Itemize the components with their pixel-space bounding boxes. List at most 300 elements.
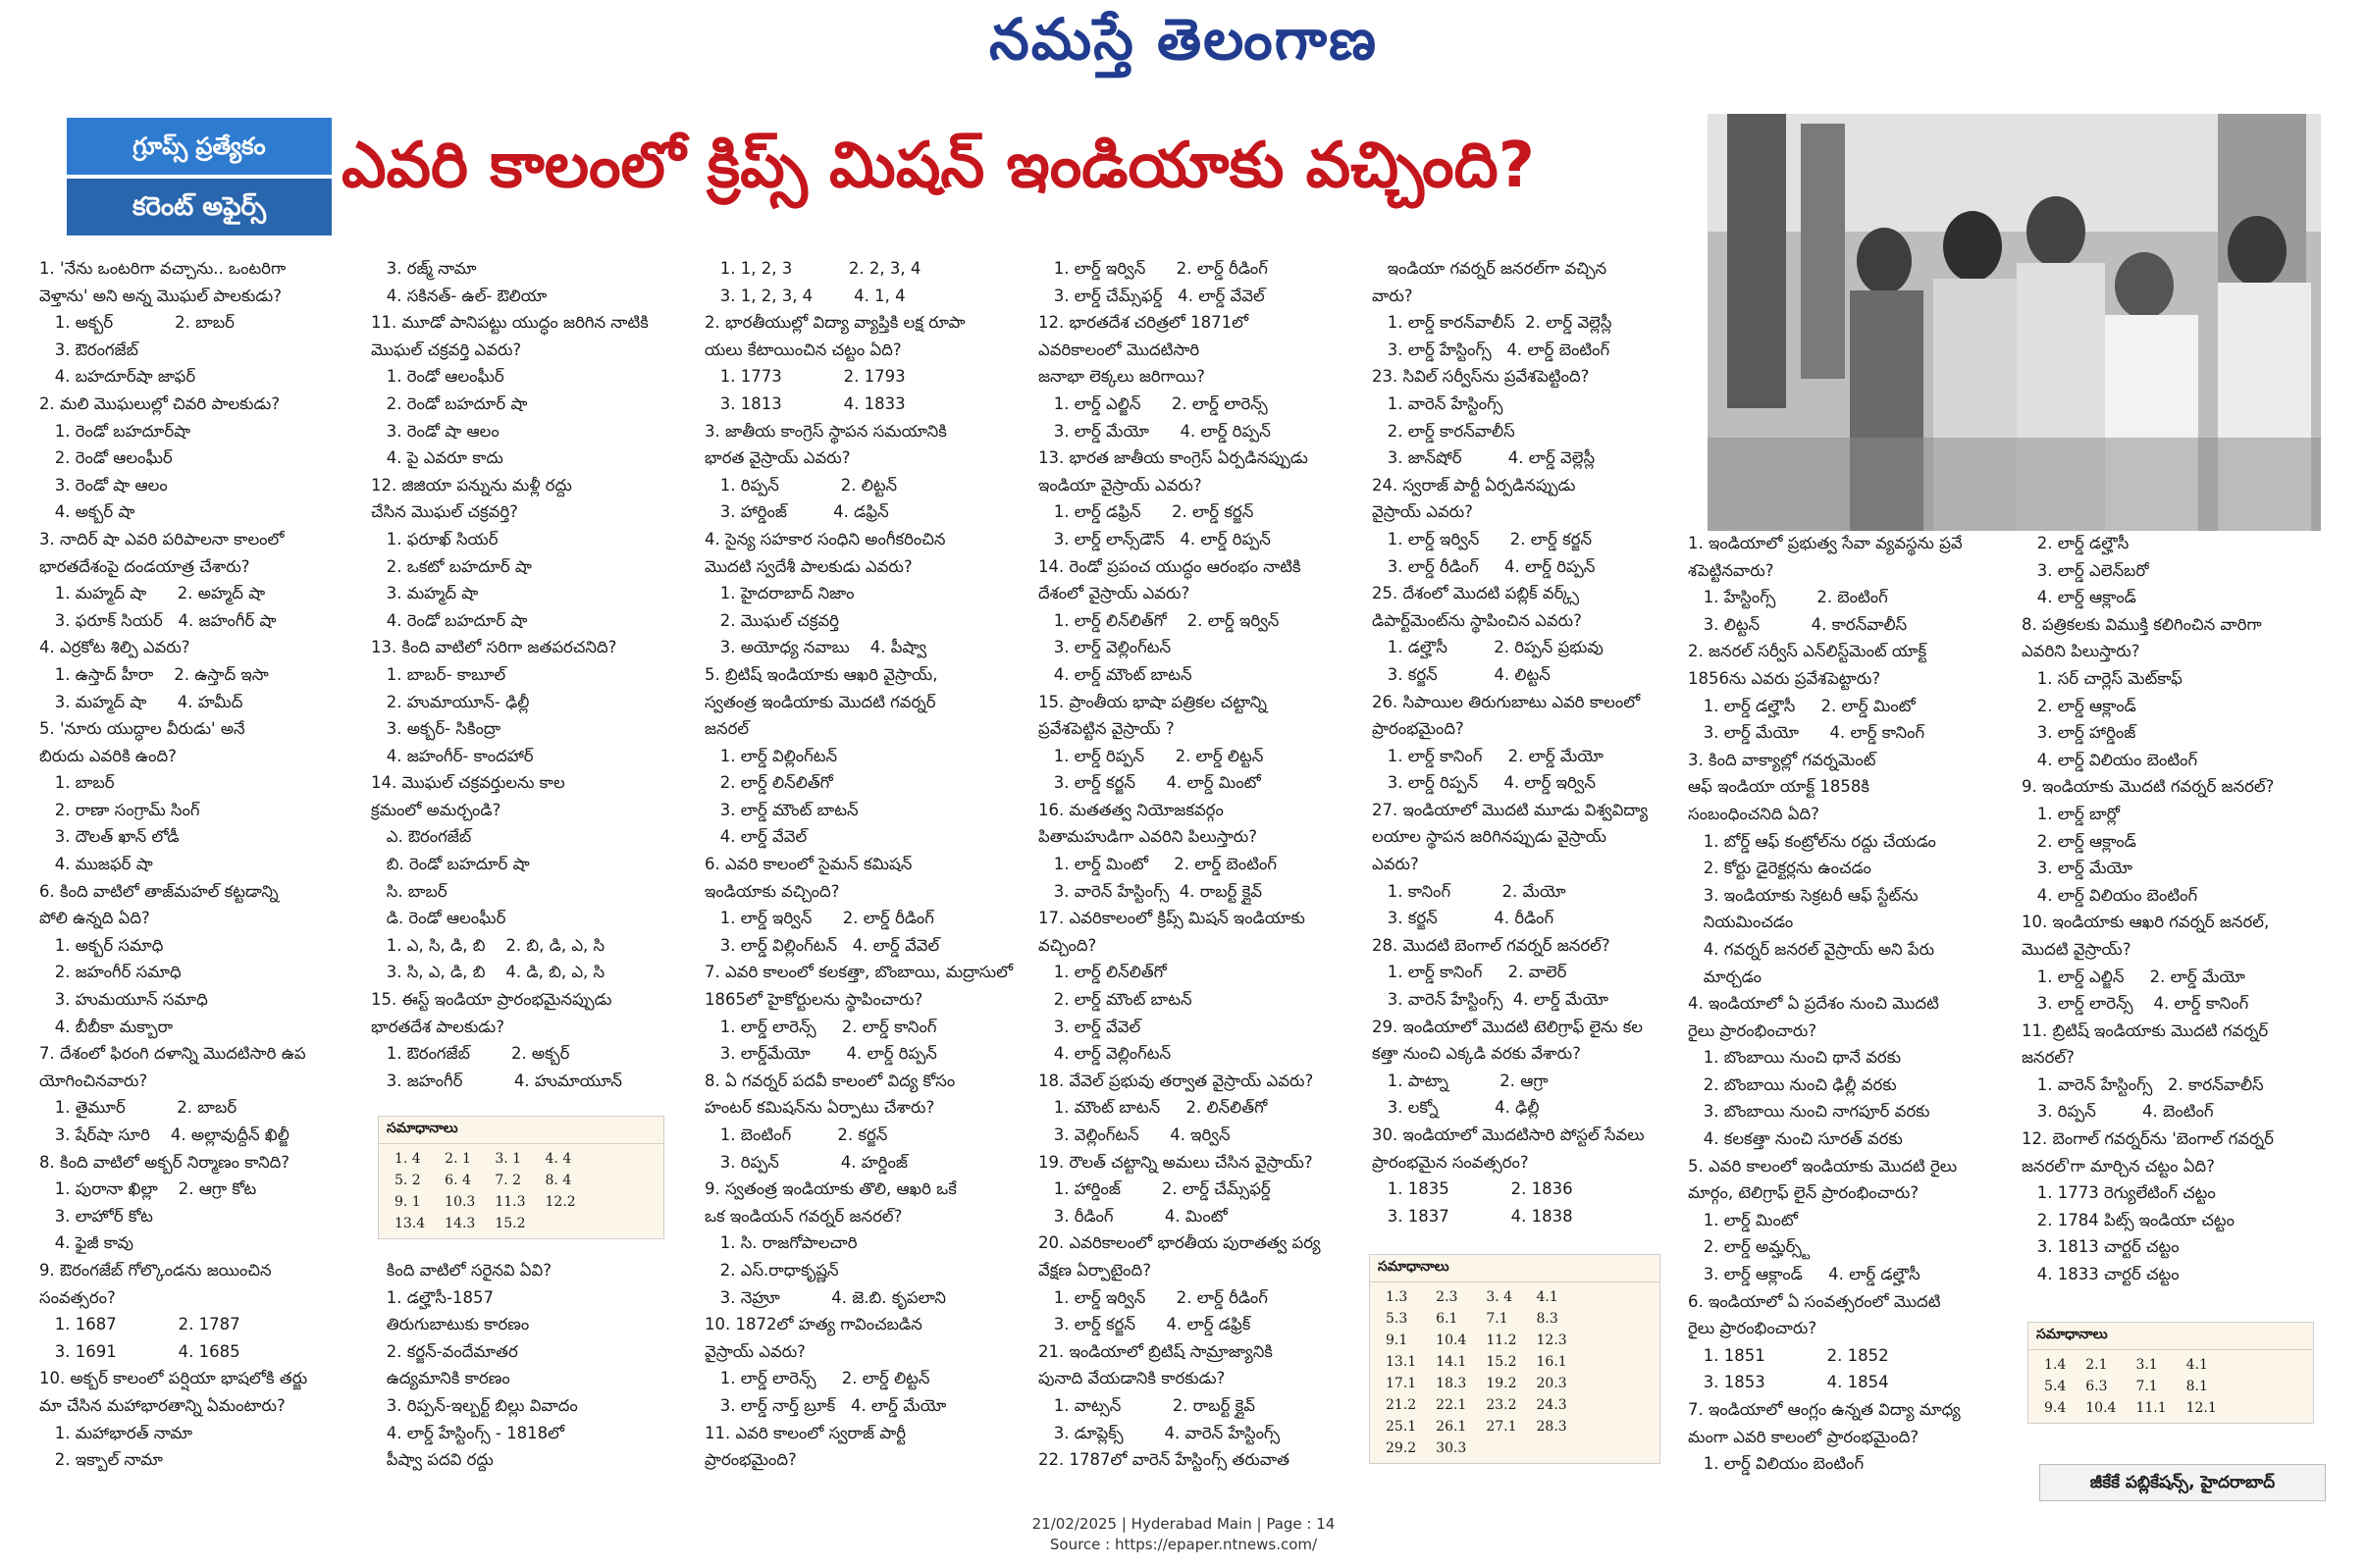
question-line: 1. రిప్పన్ 2. లిట్టన్ [705,475,898,495]
question-line: 1. హేస్టింగ్స్ 2. బెంటింగ్ [1688,588,1888,607]
question-line: ప్రారంభమైన సంవత్సరం? [1372,1152,1529,1172]
answer-cell: 8.1 [2185,1379,2208,1394]
answer-cell: 9. 1 [394,1194,421,1210]
question-line: 3. మహ్మద్ షా [371,584,479,603]
answer-cell: 15.2 [1486,1354,1517,1370]
answer-cell: 28.3 [1536,1419,1567,1435]
answer-cell: 5. 2 [394,1173,421,1188]
question-line: 1. హైదరాబాద్ నిజాం [705,584,855,603]
question-line: డిపార్ట్‌మెంట్‌ను స్థాపించిన ఎవరు? [1372,610,1582,630]
question-line: 24. స్వరాజ్ పార్టీ ఏర్పడినప్పుడు [1372,475,1576,495]
question-line: 4. బీబీకా మక్బారా [39,1017,174,1036]
question-line: వెళ్తాను' అని అన్న మొఘల్ పాలకుడు? [39,286,282,305]
question-line: 1. బాబర్ [39,773,115,793]
question-line: 3. లార్డ్ రిప్పన్ 4. లార్డ్ ఇర్విన్ [1372,773,1596,793]
question-line: 27. ఇండియాలో మొదటి మూడు విశ్వవిద్యా [1372,800,1649,819]
question-line: 3. డూప్లెక్స్ 4. వారెన్ హేస్టింగ్స్ [1038,1423,1281,1442]
question-line: వారు? [1372,286,1413,305]
question-line: 1. హార్డింజ్ 2. లార్డ్ చేమ్స్‌ఫర్డ్ [1038,1179,1271,1199]
question-line: 9. ఔరంగజేబ్ గోల్కొండను జయించిన [39,1260,272,1280]
question-line: వైస్రాయ్ ఎవరు? [1372,502,1473,522]
answer-cell: 12.3 [1536,1333,1567,1348]
question-line: 2. జనరల్ సర్వీస్ ఎన్‌లిస్ట్‌మెంట్ యాక్ట్ [1688,642,1927,661]
question-line: 2. బొంబాయి నుంచి ఢిల్లీ వరకు [1688,1074,1897,1094]
question-line: భారతదేశంపై దండయాత్ర చేశారు? [39,556,250,576]
question-line: 1. లార్డ్ ఇర్విన్ 2. లార్డ్ కర్జన్ [1372,529,1593,549]
answer-cell: 4. 4 [545,1151,572,1167]
question-line: భారత వైస్రాయ్ ఎవరు? [705,448,851,468]
question-line: 3. బొంబాయి నుంచి నాగపూర్ వరకు [1688,1102,1930,1122]
question-line: 2. లార్డ్ మౌంట్ బాటన్ [1038,990,1192,1010]
headline: ఎవరి కాలంలో క్రిప్స్ మిషన్ ఇండియాకు వచ్చింది? [342,130,1535,202]
question-line: 2. రాణా సంగ్రామ్ సింగ్ [39,800,200,819]
question-line: 1. వాట్సన్ 2. రాబర్ట్ క్లైవ్ [1038,1395,1255,1415]
answer-row [1376,1437,1577,1459]
question-line: ప్రారంభమైంది? [1372,719,1464,739]
question-line: మార్గం, టెలిగ్రాఫ్ లైన్ ప్రారంభించారు? [1688,1183,1920,1203]
question-line: 1. మౌంట్ బాటన్ 2. లిన్‌లిత్‌గో [1038,1098,1268,1118]
question-line: 2. లార్డ్ లిన్‌లిత్‌గో [705,773,833,793]
question-line: 15. ప్రాంతీయ భాషా పత్రికల చట్టాన్ని [1038,692,1267,711]
question-line: 1. 'నేను ఒంటరిగా వచ్చాను.. ఒంటరిగా [39,259,287,278]
question-line: దేశంలో వైస్రాయ్ ఎవరు? [1038,584,1190,603]
question-line: రైలు ప్రారంభించారు? [1688,1319,1817,1338]
answer-cell: 6.1 [1436,1311,1458,1327]
question-line: 4. లార్డ్ హేస్టింగ్స్ - 1818లో [371,1423,565,1442]
question-line: మార్చడం [1688,967,1762,986]
question-line: 3. లార్డ్ వెల్లింగ్‌టన్ [1038,638,1172,657]
question-line: ప్రవేశపెట్టిన వైస్రాయ్ ? [1038,719,1175,739]
question-line: 25. దేశంలో మొదటి పబ్లిక్ వర్క్స్ [1372,584,1580,603]
question-line: 3. హార్డింజ్ 4. డఫ్రిన్ [705,502,889,522]
question-line: 4. ఇండియాలో ఏ ప్రదేశం నుంచి మొదటి [1688,994,1939,1014]
answer-cell: 15.2 [495,1216,526,1231]
question-line: 1. డల్హౌసీ 2. రిప్పన్ ప్రభువు [1372,638,1604,657]
question-line: 2. లార్డ్ డల్హౌసీ [2022,534,2130,552]
question-line: 3. లక్నో 4. ఢిల్లీ [1372,1098,1540,1118]
question-line: 3. ఇండియాకు సెక్రటరీ ఆఫ్ స్టేట్‌ను [1688,885,1919,905]
question-line: మంగా ఎవరి కాలంలో ప్రారంభమైంది? [1688,1427,1920,1446]
answer-row [1376,1394,1577,1416]
answer-box-title: సమాధానాలు [1370,1255,1659,1282]
answer-cell: 29.2 [1386,1440,1417,1456]
question-line: జనరల్'గా మార్చిన చట్టం ఏది? [2022,1156,2215,1176]
question-line: 3. లార్డ్ హేస్టింగ్స్ 4. లార్డ్ బెంటింగ్ [1372,340,1610,359]
question-line: 8. ఏ గవర్నర్ పదవీ కాలంలో విద్య కోసం [705,1071,956,1090]
question-line: 2. కర్జన్-వందేమాతర [371,1341,518,1361]
question-line: 1. బొంబాయి నుంచి థానే వరకు [1688,1048,1902,1068]
answer-cell: 6. 4 [445,1173,471,1188]
answer-cell: 7.1 [1486,1311,1508,1327]
question-line: 4. ఫైజీ కావు [39,1233,134,1253]
answer-cell [536,1213,586,1234]
answer-cell: 21.2 [1386,1397,1417,1413]
question-line: 3. షేర్‌షా సూరి 4. అల్లావుద్దీన్ ఖిల్జీ [39,1125,289,1144]
question-line: 23. సివిల్ సర్వీస్‌ను ప్రవేశపెట్టింది? [1372,367,1590,387]
answer-cell: 10.4 [1436,1333,1467,1348]
question-line: 3. లార్డ్ కర్జన్ 4. లార్డ్ డఫ్రిక్ [1038,1315,1251,1334]
question-line: 12. భారతదేశ చరిత్రలో 1871లో [1038,313,1249,333]
answer-cell: 7. 2 [495,1173,522,1188]
question-line: పితామహుడిగా ఎవరిని పిలుస్తారు? [1038,827,1258,847]
answer-box-2 [1369,1254,1660,1464]
question-line: 3. లార్డ్ విల్లింగ్‌టన్ 4. లార్డ్ వేవెల్ [705,935,940,955]
question-line: 4. ఎర్రకోట శిల్పి ఎవరు? [39,638,190,657]
question-line: 1. 1, 2, 3 2. 2, 3, 4 [705,259,921,278]
question-line: 4. లార్డ్ మౌంట్ బాటన్ [1038,664,1192,684]
answer-box-1 [378,1116,664,1239]
question-line: 9. స్వతంత్ర ఇండియాకు తొలి, ఆఖరి ఒకే [705,1179,957,1199]
question-line: 3. నెహ్రూ 4. జె.బి. కృపలాని [705,1287,947,1307]
answer-cell: 10.4 [2085,1400,2117,1416]
answer-cell: 12.2 [545,1194,576,1210]
question-line: 4. లార్డ్ వెల్లింగ్‌టన్ [1038,1044,1172,1064]
answer-cell: 18.3 [1436,1376,1467,1391]
answer-row [1376,1286,1577,1308]
answer-cell: 27.1 [1486,1419,1517,1435]
answer-row [2034,1354,2227,1376]
question-line: 1. పురానా ఖిల్లా 2. ఆగ్రా కోట [39,1179,257,1199]
question-line: మొదటి స్వదేశీ పాలకుడు ఎవరు? [705,556,913,576]
question-line: 1. లార్డ్ రిప్పన్ 2. లార్డ్ లిట్టన్ [1038,746,1264,765]
question-line: 3. 1813 చార్టర్ చట్టం [2022,1237,2180,1257]
publisher-credit: జీకేకే పబ్లికేషన్స్, హైదరాబాద్ [2039,1464,2326,1501]
answer-cell: 1.3 [1386,1289,1408,1305]
answer-cell: 2. 1 [445,1151,471,1167]
question-line: ఇండియా గవర్నర్ జనరల్‌గా వచ్చిన [1372,259,1607,278]
answer-cell: 8. 4 [545,1173,572,1188]
question-line: 1. లార్డ్ మింటో [1688,1210,1798,1229]
answer-cell: 11.2 [1486,1333,1517,1348]
question-line: పునాది వేయడానికి కారకుడు? [1038,1369,1226,1388]
question-line: జనరల్ [705,719,750,739]
answer-row [385,1148,586,1170]
question-line: ఎవరిని పిలుస్తారు? [2022,642,2140,661]
historical-photo [1708,114,2321,531]
question-line: 17. ఎవరికాలంలో క్రిప్స్ మిషన్ ఇండియాకు [1038,909,1305,928]
question-line: 7. దేశంలో ఫిరంగి దళాన్ని మొదటిసారి ఉప [39,1044,306,1064]
question-line: పీష్వా పదవి రద్దు [371,1450,494,1470]
question-line: ఎ. ఔరంగజేబ్ [371,827,472,847]
question-column-6 [1688,530,2026,1478]
question-line: 4. లార్డ్ విలియం బెంటింగ్ [2022,885,2198,905]
question-line: 2. రెండో ఆలంఘీర్ [39,448,173,468]
question-line: 3. లార్డ్ మేయో [2022,859,2132,878]
question-line: ఇండియాకు వచ్చింది? [705,881,840,901]
question-line: 3. దౌలత్ ఖాన్ లోడీ [39,827,180,847]
question-line: స్వతంత్ర ఇండియాకు మొదటి గవర్నర్ [705,692,936,711]
question-line: ఒక ఇండియన్ గవర్నర్ జనరల్? [705,1206,903,1226]
question-line: సంవత్సరం? [39,1287,116,1307]
question-line: 1. మహ్మద్ షా 2. అహ్మద్ షా [39,584,266,603]
answer-cell: 4.1 [2185,1357,2208,1373]
answer-cell: 3. 1 [495,1151,522,1167]
question-line: 1865లో హైకోర్టులను స్థాపించారు? [705,990,923,1010]
question-line: ఇండియా వైస్రాయ్ ఎవరు? [1038,475,1202,495]
answer-row [385,1213,586,1234]
question-line: 4. లార్డ్ వేవెల్ [705,827,808,847]
question-line: 10. అక్బర్ కాలంలో పర్షియా భాషలోకి తర్జు [39,1369,308,1388]
answer-table [1376,1286,1577,1459]
question-line: కింది వాటిలో సరైనవి ఏవి? [371,1260,552,1280]
question-line: భారతదేశ పాలకుడు? [371,1017,504,1036]
question-line: 6. ఇండియాలో ఏ సంవత్సరంలో మొదటి [1688,1291,1941,1311]
question-line: 4. సకినత్‌- ఉల్‌- ఔలియా [371,286,548,305]
question-line: 1. లార్డ్ డల్హౌసీ 2. లార్డ్ మింటో [1688,696,1916,715]
answer-box-title: సమాధానాలు [379,1117,663,1144]
question-line: 16. మతతత్వ నియోజకవర్గం [1038,800,1224,819]
question-line: 4. లార్డ్ ఆక్లాండ్ [2022,588,2136,607]
question-line: 1. పాట్నా 2. ఆగ్రా [1372,1071,1549,1090]
answer-row [1376,1308,1577,1330]
question-column-5 [1372,255,1701,1229]
answer-row [1376,1351,1577,1373]
question-line: జనాభా లెక్కలు జరిగాయి? [1038,367,1205,387]
answer-cell: 13.1 [1386,1354,1417,1370]
question-line: 4. జహంగీర్- కాందహార్ [371,746,534,765]
question-line: 3. సి, ఎ, డి, బి 4. డి, బి, ఎ, సి [371,963,605,982]
question-line: చేసిన మొఘల్ చక్రవర్తి? [371,502,518,522]
question-line: 3. జహంగీర్ 4. హుమాయూన్ [371,1071,623,1090]
answer-row [385,1191,586,1213]
question-line: 2. రెండో బహదూర్ షా [371,393,528,413]
question-line: 3. రీడింగ్ 4. మింటో [1038,1206,1228,1226]
question-line: 15. ఈస్ట్ ఇండియా ప్రారంభమైనప్పుడు [371,990,612,1010]
answer-cell: 4.1 [1536,1289,1558,1305]
question-line: 1. లార్డ్ మింటో 2. లార్డ్ బెంటింగ్ [1038,855,1277,874]
question-line: 2. లార్డ్ ఆక్లాండ్ [2022,831,2136,851]
question-line: 1. లార్డ్ విలియం బెంటింగ్ [1688,1454,1865,1474]
question-line: 3. లార్డ్ కర్జన్ 4. లార్డ్ మింటో [1038,773,1261,793]
question-line: 3. 1837 4. 1838 [1372,1206,1573,1226]
question-line: 1. 1773 2. 1793 [705,367,906,387]
question-line: 2. భారతీయుల్లో విద్యా వ్యాప్తికి లక్ష రూపా [705,313,966,333]
question-line: మా చేసిన మహాభారతాన్ని ఏమంటారు? [39,1395,286,1415]
question-line: 10. ఇండియాకు ఆఖరి గవర్నర్ జనరల్, [2022,913,2270,932]
question-line: 19. రౌలత్ చట్టాన్ని అమలు చేసిన వైస్రాయ్? [1038,1152,1313,1172]
question-line: 1. మహాభారత్ నామా [39,1423,193,1442]
question-line: 2. కోర్టు డైరెక్టర్లను ఉంచడం [1688,859,1871,878]
question-line: 5. 'నూరు యుద్ధాల వీరుడు' అనే [39,719,245,739]
answer-table [2034,1354,2227,1419]
answer-cell: 16.1 [1536,1354,1567,1370]
section-badge: గ్రూప్స్ ప్రత్యేకం [67,118,332,175]
question-line: 1. లార్డ్ లారెన్స్ 2. లార్డ్ లిట్టన్ [705,1369,930,1388]
question-line: 1. వారెన్ హేస్టింగ్స్ [1372,393,1503,413]
question-line: 1. లార్డ్ బార్లో [2022,804,2120,823]
answer-cell: 25.1 [1386,1419,1417,1435]
question-line: మొదటి వైస్రాయ్? [2022,939,2131,959]
question-line: 3. లార్డ్ చేమ్స్‌ఫర్డ్ 4. లార్డ్ వేవెల్ [1038,286,1265,305]
question-line: 3. 1691 4. 1685 [39,1341,240,1361]
question-line: 29. ఇండియాలో మొదటి టెలిగ్రాఫ్ లైను కల [1372,1017,1644,1036]
question-line: 3. నాదిర్ షా ఎవరి పరిపాలనా కాలంలో [39,529,285,549]
question-line: 1. 1835 2. 1836 [1372,1179,1573,1199]
question-line: 1. లార్డ్ ఇర్విన్ 2. లార్డ్ రీడింగ్ [1038,259,1268,278]
question-line: 3. రెండో షా ఆలం [39,475,168,495]
question-line: 3. రెండో షా ఆలం [371,421,500,441]
answer-cell: 7.1 [2135,1379,2158,1394]
answer-cell: 5.4 [2044,1379,2067,1394]
question-line: 21. ఇండియాలో బ్రిటిష్ సామ్రాజ్యానికి [1038,1341,1273,1361]
question-line: 7. ఇండియాలో ఆంగ్లం ఉన్నత విద్యా మాధ్య [1688,1400,1961,1419]
question-line: 3. 1853 4. 1854 [1688,1373,1889,1392]
question-line: యోగించినవారు? [39,1071,148,1090]
question-line: ఎవరు? [1372,855,1419,874]
question-line: 2. హుమాయూన్- ఢిల్లీ [371,692,530,711]
footer-date-page: 21/02/2025 | Hyderabad Main | Page : 14 [1031,1515,1336,1533]
question-line: 3. లాహోర్ కోట [39,1206,153,1226]
question-line: 1. లార్డ్ డఫ్రిన్ 2. లార్డ్ కర్జన్ [1038,502,1254,522]
answer-cell: 13.4 [394,1216,426,1231]
answer-cell: 14.1 [1436,1354,1467,1370]
question-line: 4. సైన్య సహకార సంధిని అంగీకరించిన [705,529,946,549]
question-line: హంటర్ కమిషన్‌ను ఏర్పాటు చేశారు? [705,1098,935,1118]
question-line: 13. కింది వాటిలో సరిగా జతపరచనిది? [371,638,617,657]
question-line: 3. రిప్పన్ 4. హర్డింజ్ [705,1152,908,1172]
question-line: 30. ఇండియాలో మొదటిసారి పోస్టల్ సేవలు [1372,1125,1645,1144]
category-badge: కరెంట్ అఫైర్స్ [67,179,332,235]
question-line: 2. ఒకటో బహదూర్ షా [371,556,532,576]
question-line: 1. 1773 రెగ్యులేటింగ్ చట్టం [2022,1183,2216,1203]
question-line: ఎవరికాలంలో మొదటిసారి [1038,340,1200,359]
question-line: 3. 1813 4. 1833 [705,393,906,413]
question-line: 3. లార్డ్ మౌంట్ బాటన్ [705,800,859,819]
question-line: జనరల్? [2022,1048,2075,1068]
question-line: 1. 1851 2. 1852 [1688,1345,1889,1365]
answer-cell: 30.3 [1436,1440,1467,1456]
question-line: 2. ఇక్బాల్ నామా [39,1450,163,1470]
answer-row [2034,1376,2227,1397]
page-footer [0,1514,2367,1555]
answer-cell: 9.4 [2044,1400,2067,1416]
question-line: 1. సి. రాజగోపాలచారి [705,1233,858,1253]
question-line: వచ్చింది? [1038,935,1097,955]
question-line: వేక్షణ ఏర్పాటైంది? [1038,1260,1151,1280]
question-line: 2. లార్డ్ కారన్‌వాలీస్ [1372,421,1515,441]
question-line: 1. రెండో బహదూర్‌షా [39,421,191,441]
question-line: బి. రెండో బహదూర్ షా [371,855,530,874]
question-column-3 [705,255,1033,1474]
question-line: 4. బహదూర్‌షా జాఫర్ [39,367,196,387]
question-column-1 [39,255,363,1474]
question-line: 1. లార్డ్ ఎల్జిన్ 2. లార్డ్ మేయో [2022,967,2245,986]
question-line: 4. రెండో బహదూర్ షా [371,610,528,630]
question-line: 3. వారెన్ హేస్టింగ్స్ 4. రాబర్ట్ క్లైవ్ [1038,881,1262,901]
answer-cell: 24.3 [1536,1397,1567,1413]
answer-cell: 11.1 [2135,1400,2167,1416]
question-line: 2. లార్డ్ ఆక్లాండ్ [2022,696,2136,715]
question-line: 3. రజ్మ్ నామా [371,259,477,278]
question-line: 3. లార్డ్ లాన్స్‌డౌన్ 4. లార్డ్ రిప్పన్ [1038,529,1271,549]
question-line: 1. లార్డ్ లిన్‌లిత్‌గో 2. లార్డ్ ఇర్విన్ [1038,610,1280,630]
footer-source-link[interactable]: Source : https://epaper.ntnews.com/ [1049,1536,1318,1553]
question-line: 3. కర్జన్ 4. లిట్టన్ [1372,664,1551,684]
answer-cell: 1.4 [2044,1357,2067,1373]
question-line: 1. రెండో ఆలంఘీర్ [371,367,504,387]
question-line: 14. మొఘల్ చక్రవర్తులను కాల [371,773,565,793]
question-line: 1. లార్డ్ ఇర్విన్ 2. లార్డ్ రీడింగ్ [705,909,934,928]
question-line: 3. లార్డ్ నార్త్ బ్రూక్ 4. లార్డ్ మేయో [705,1395,947,1415]
question-line: 3. అయోధ్య నవాబు 4. పీష్వా [705,638,926,657]
question-line: రైలు ప్రారంభించారు? [1688,1020,1817,1040]
question-line: 4. అక్బర్ షా [39,502,135,522]
question-line: నియమించడం [1688,913,1794,932]
answer-cell: 19.2 [1486,1376,1517,1391]
answer-cell [1476,1437,1526,1459]
question-line: 1. బాబర్- కాబూల్ [371,664,506,684]
answer-cell: 12.1 [2185,1400,2217,1416]
question-line: 1. ఉస్తాద్ హీరా 2. ఉస్తాద్ ఇసా [39,664,269,684]
answer-cell: 5.3 [1386,1311,1408,1327]
question-line: 22. 1787లో వారెన్ హేస్టింగ్స్ తరువాత [1038,1450,1289,1470]
question-line: పోలి ఉన్నది ఏది? [39,909,150,928]
question-line: 1. 1687 2. 1787 [39,1315,240,1334]
answer-cell: 1. 4 [394,1151,421,1167]
question-line: 1. అక్బర్ 2. బాబర్ [39,313,235,333]
question-line: 1. లార్డ్ లారెన్స్ 2. లార్డ్ కానింగ్ [705,1017,937,1036]
question-line: 5. బ్రిటిష్ ఇండియాకు ఆఖరి వైస్రాయ్, [705,664,938,684]
question-line: 14. రెండో ప్రపంచ యుద్ధం ఆరంభం నాటికి [1038,556,1301,576]
answer-row [1376,1330,1577,1351]
question-line: 11. మూడో పానిపట్టు యుద్ధం జరిగిన నాటికి [371,313,649,333]
question-line: 4. గవర్నర్ జనరల్ వైస్రాయ్ అని పేరు [1688,939,1935,959]
question-line: శపెట్టినవారు? [1688,560,1774,580]
answer-cell [1527,1437,1577,1459]
question-line: మొఘల్ చక్రవర్తి ఎవరు? [371,340,522,359]
question-line: 7. ఎవరి కాలంలో కలకత్తా, బొంబాయి, మద్రాసులో [705,963,1014,982]
question-line: సి. బాబర్ [371,881,447,901]
question-line: 1. లార్డ్ కారన్‌వాలీస్ 2. లార్డ్ వెల్లెస్లీ [1372,313,1612,333]
question-line: 3. హుమయూన్ సమాధి [39,990,208,1010]
question-line: 1. ఫరూఖ్ సియర్ [371,529,499,549]
question-line: 2. మలి మొఘలుల్లో చివరి పాలకుడు? [39,393,281,413]
question-line: ఆఫ్ ఇండియా యాక్ట్ 1858కి [1688,777,1869,797]
answer-cell: 23.2 [1486,1397,1517,1413]
question-line: 8. కింది వాటిలో అక్బర్ నిర్మాణం కానిది? [39,1152,290,1172]
question-line: 2. 1784 పిట్స్ ఇండియా చట్టం [2022,1210,2235,1229]
question-line: 3. కర్జన్ 4. రీడింగ్ [1372,909,1554,928]
question-line: 3. రిప్పన్ 4. బెంటింగ్ [2022,1102,2214,1122]
answer-table [385,1148,586,1234]
question-line: 2. లార్డ్ అమ్హర్స్ట్ [1688,1237,1811,1257]
question-line: 26. సిపాయిల తిరుగుబాటు ఎవరి కాలంలో [1372,692,1641,711]
question-line: 1. బెంటింగ్ 2. కర్జన్ [705,1125,888,1144]
answer-cell: 8.3 [1536,1311,1558,1327]
question-line: 2. మొఘల్ చక్రవర్తి [705,610,839,630]
answer-cell: 3. 4 [1486,1289,1513,1305]
question-column-4 [1038,255,1367,1474]
question-line: 1. సర్ చార్లెస్ మెట్‌కాఫ్ [2022,668,2183,688]
answer-box-title: సమాధానాలు [2028,1323,2313,1350]
answer-cell: 10.3 [445,1194,476,1210]
question-line: 3. కింది వాక్యాల్లో గవర్నమెంట్ [1688,750,1876,769]
question-line: కత్తా నుంచి ఎక్కడి వరకు వేశారు? [1372,1044,1581,1064]
question-line: 2. ఎస్.రాధాకృష్ణన్ [705,1260,839,1280]
question-line: 1. అక్బర్ సమాధి [39,935,164,955]
question-line: యలు కేటాయించిన చట్టం ఏది? [705,340,902,359]
answer-cell: 11.3 [495,1194,526,1210]
answer-cell: 14.3 [445,1216,476,1231]
question-line: 1. వారెన్ హేస్టింగ్స్ 2. కారన్‌వాలీస్ [2022,1074,2264,1094]
answer-cell: 17.1 [1386,1376,1417,1391]
question-line: 1856ను ఎవరు ప్రవేశపెట్టారు? [1688,668,1881,688]
question-line: సంబంధించనిది ఏది? [1688,804,1819,823]
question-line: 10. 1872లో హత్య గావించబడిన [705,1315,922,1334]
question-line: 1. లార్డ్ ఇర్విన్ 2. లార్డ్ రీడింగ్ [1038,1287,1268,1307]
question-line: ప్రారంభమైంది? [705,1450,797,1470]
question-line: 3. అక్బర్- సికింద్రా [371,719,501,739]
